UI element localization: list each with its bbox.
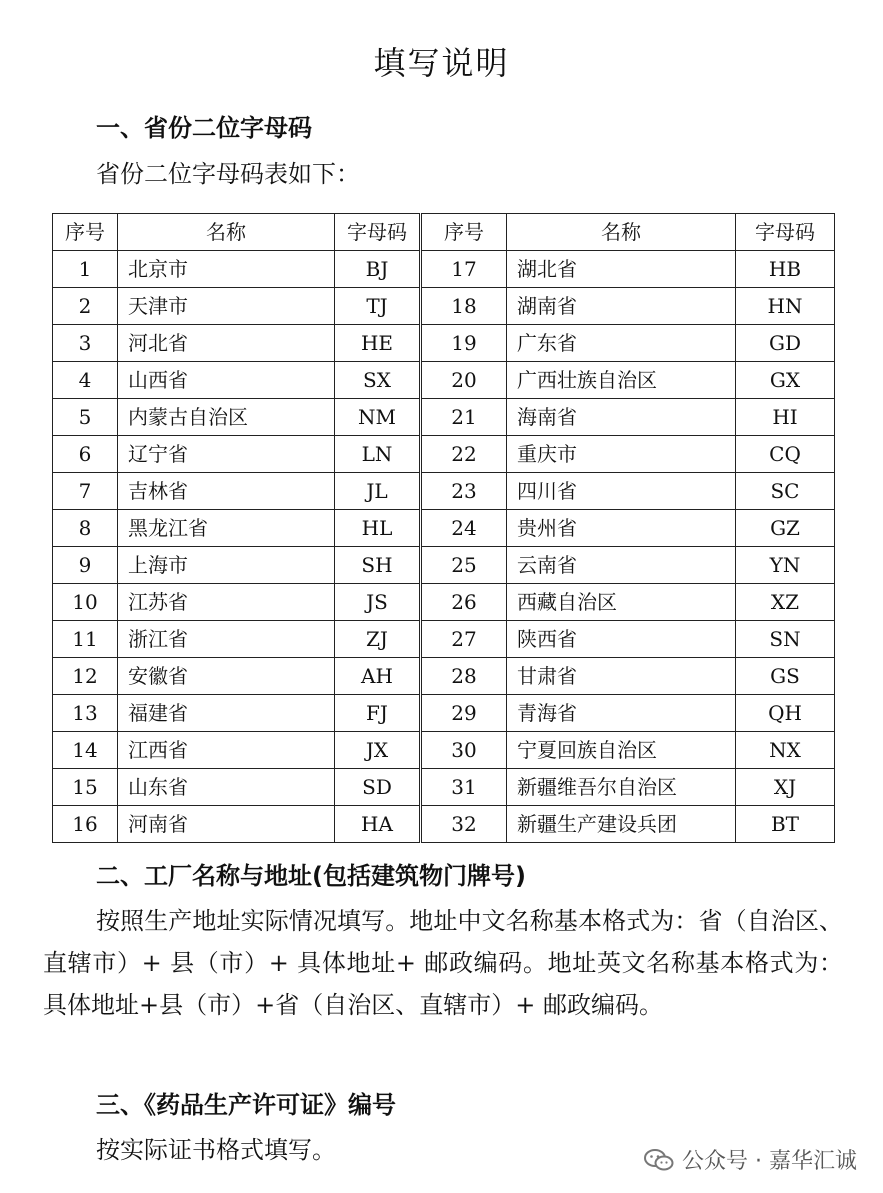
cell-code: HL (335, 510, 421, 547)
table-row (53, 547, 835, 584)
cell-name: 海南省 (507, 399, 736, 436)
page-title: 填写说明 (373, 44, 510, 82)
cell-code: GX (736, 362, 835, 399)
cell-name: 吉林省 (118, 473, 335, 510)
cell-name: 河北省 (118, 325, 335, 362)
cell-name: 天津市 (118, 288, 335, 325)
table-row (53, 769, 835, 806)
cell-seq: 11 (53, 621, 118, 658)
cell-name: 陕西省 (507, 621, 736, 658)
cell-seq: 7 (53, 473, 118, 510)
cell-code: JL (335, 473, 421, 510)
cell-code: GD (736, 325, 835, 362)
cell-name: 贵州省 (507, 510, 736, 547)
table-row (53, 806, 835, 843)
cell-seq: 6 (53, 436, 118, 473)
cell-seq: 29 (421, 695, 507, 732)
cell-code: GZ (736, 510, 835, 547)
cell-seq: 15 (53, 769, 118, 806)
cell-seq: 1 (53, 251, 118, 288)
cell-seq: 32 (421, 806, 507, 843)
cell-name: 西藏自治区 (507, 584, 736, 621)
cell-code: HI (736, 399, 835, 436)
header-seq: 序号 (53, 214, 118, 251)
section3-body: 按实际证书格式填写。 (96, 1136, 336, 1164)
section1-heading: 一、省份二位字母码 (96, 114, 312, 142)
cell-name: 广东省 (507, 325, 736, 362)
section2-heading: 二、工厂名称与地址(包括建筑物门牌号) (96, 862, 526, 890)
table-row (53, 288, 835, 325)
cell-name: 辽宁省 (118, 436, 335, 473)
cell-code: HN (736, 288, 835, 325)
cell-seq: 28 (421, 658, 507, 695)
cell-seq: 19 (421, 325, 507, 362)
wechat-icon (644, 1148, 674, 1172)
cell-seq: 2 (53, 288, 118, 325)
table-row (53, 695, 835, 732)
cell-seq: 24 (421, 510, 507, 547)
cell-code: SD (335, 769, 421, 806)
cell-seq: 9 (53, 547, 118, 584)
cell-name: 黑龙江省 (118, 510, 335, 547)
cell-code: XJ (736, 769, 835, 806)
cell-name: 江苏省 (118, 584, 335, 621)
cell-code: YN (736, 547, 835, 584)
cell-code: CQ (736, 436, 835, 473)
cell-seq: 21 (421, 399, 507, 436)
table-row (53, 732, 835, 769)
cell-name: 山西省 (118, 362, 335, 399)
watermark-text: 公众号 · 嘉华汇诚 (682, 1149, 857, 1174)
cell-code: HA (335, 806, 421, 843)
table-row (53, 325, 835, 362)
header-seq: 序号 (421, 214, 507, 251)
cell-seq: 14 (53, 732, 118, 769)
cell-seq: 4 (53, 362, 118, 399)
header-name: 名称 (507, 214, 736, 251)
cell-seq: 27 (421, 621, 507, 658)
header-name: 名称 (118, 214, 335, 251)
cell-code: JX (335, 732, 421, 769)
section1-intro: 省份二位字母码表如下： (96, 160, 360, 188)
cell-code: HE (335, 325, 421, 362)
cell-code: HB (736, 251, 835, 288)
cell-name: 山东省 (118, 769, 335, 806)
cell-name: 四川省 (507, 473, 736, 510)
header-code: 字母码 (335, 214, 421, 251)
cell-name: 云南省 (507, 547, 736, 584)
watermark (644, 1144, 857, 1175)
cell-code: JS (335, 584, 421, 621)
cell-code: LN (335, 436, 421, 473)
cell-name: 重庆市 (507, 436, 736, 473)
cell-code: QH (736, 695, 835, 732)
table-row (53, 658, 835, 695)
cell-code: NM (335, 399, 421, 436)
cell-seq: 20 (421, 362, 507, 399)
table-row (53, 362, 835, 399)
table-row (53, 473, 835, 510)
cell-code: AH (335, 658, 421, 695)
section3-heading: 三、《药品生产许可证》编号 (96, 1091, 396, 1119)
cell-seq: 12 (53, 658, 118, 695)
table-row (53, 584, 835, 621)
table-row (53, 510, 835, 547)
table-row (53, 251, 835, 288)
cell-seq: 10 (53, 584, 118, 621)
section2-body: 按照生产地址实际情况填写。地址中文名称基本格式为：省（自治区、直辖市）+ 县（市）+ 具体地址+ 邮政编码。地址英文名称基本格式为：具体地址+县（市）+省（自治区、直辖市）+ 邮政编码。 (43, 907, 843, 1019)
cell-name: 湖南省 (507, 288, 736, 325)
cell-name: 青海省 (507, 695, 736, 732)
cell-seq: 26 (421, 584, 507, 621)
cell-seq: 3 (53, 325, 118, 362)
cell-name: 内蒙古自治区 (118, 399, 335, 436)
cell-code: FJ (335, 695, 421, 732)
cell-seq: 5 (53, 399, 118, 436)
cell-code: SC (736, 473, 835, 510)
cell-name: 宁夏回族自治区 (507, 732, 736, 769)
cell-code: SH (335, 547, 421, 584)
cell-code: BT (736, 806, 835, 843)
cell-code: SX (335, 362, 421, 399)
table-row (53, 621, 835, 658)
cell-name: 广西壮族自治区 (507, 362, 736, 399)
cell-seq: 31 (421, 769, 507, 806)
table-row (53, 436, 835, 473)
cell-code: GS (736, 658, 835, 695)
cell-code: TJ (335, 288, 421, 325)
cell-name: 湖北省 (507, 251, 736, 288)
cell-name: 北京市 (118, 251, 335, 288)
cell-name: 上海市 (118, 547, 335, 584)
province-code-table (52, 213, 835, 843)
cell-name: 江西省 (118, 732, 335, 769)
cell-code: ZJ (335, 621, 421, 658)
cell-code: XZ (736, 584, 835, 621)
cell-name: 新疆维吾尔自治区 (507, 769, 736, 806)
cell-seq: 13 (53, 695, 118, 732)
cell-seq: 8 (53, 510, 118, 547)
cell-name: 甘肃省 (507, 658, 736, 695)
cell-seq: 22 (421, 436, 507, 473)
cell-seq: 30 (421, 732, 507, 769)
cell-code: NX (736, 732, 835, 769)
cell-seq: 18 (421, 288, 507, 325)
table-header-row (53, 214, 835, 251)
cell-name: 新疆生产建设兵团 (507, 806, 736, 843)
cell-seq: 16 (53, 806, 118, 843)
header-code: 字母码 (736, 214, 835, 251)
cell-name: 安徽省 (118, 658, 335, 695)
cell-name: 河南省 (118, 806, 335, 843)
cell-name: 福建省 (118, 695, 335, 732)
cell-seq: 17 (421, 251, 507, 288)
cell-name: 浙江省 (118, 621, 335, 658)
table-row (53, 399, 835, 436)
cell-seq: 23 (421, 473, 507, 510)
cell-code: SN (736, 621, 835, 658)
cell-seq: 25 (421, 547, 507, 584)
cell-code: BJ (335, 251, 421, 288)
